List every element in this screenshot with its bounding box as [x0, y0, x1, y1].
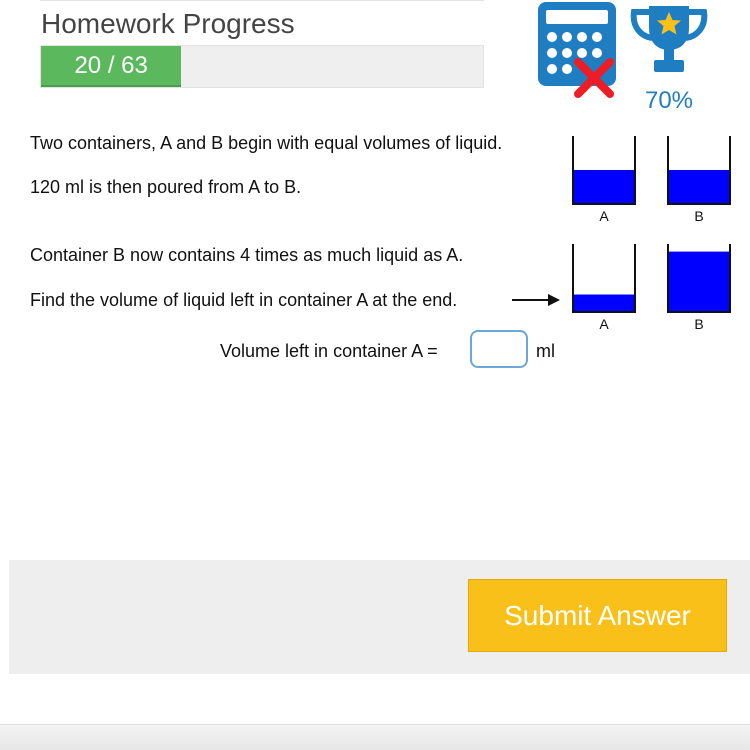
bottom-edge [0, 724, 750, 750]
container-diagrams [565, 130, 745, 340]
answer-input[interactable] [470, 330, 528, 368]
trophy-icon [628, 2, 710, 78]
answer-label: Volume left in container A = [220, 341, 438, 361]
container-b-after-label: B [694, 316, 704, 332]
container-a-before-liquid [574, 170, 634, 203]
container-a-after-label: A [599, 316, 609, 332]
top-divider [40, 0, 484, 1]
progress-title: Homework Progress [41, 8, 295, 39]
score-percent: 70% [644, 87, 694, 114]
question-line-1: Two containers, A and B begin with equal volumes of liquid. [30, 133, 503, 153]
right-arrow-icon [512, 292, 562, 308]
answer-unit: ml [536, 341, 555, 361]
progress-fill: 20 / 63 [41, 46, 181, 87]
question-line-3: Container B now contains 4 times as much liquid as A. [30, 245, 464, 265]
submit-answer-button[interactable]: Submit Answer [468, 579, 727, 652]
calculator-icon[interactable] [536, 0, 618, 100]
container-b-before-liquid [669, 170, 729, 203]
container-a-after-liquid [574, 295, 634, 312]
container-b-after-liquid [669, 252, 729, 311]
containers-after [573, 244, 730, 332]
progress-bar [40, 45, 484, 88]
containers-before [573, 136, 730, 224]
question-line-4: Find the volume of liquid left in container A at the end. [30, 290, 458, 310]
question-line-2: 120 ml is then poured from A to B. [30, 177, 302, 197]
container-a-before-label: A [599, 208, 609, 224]
container-b-before-label: B [694, 208, 704, 224]
